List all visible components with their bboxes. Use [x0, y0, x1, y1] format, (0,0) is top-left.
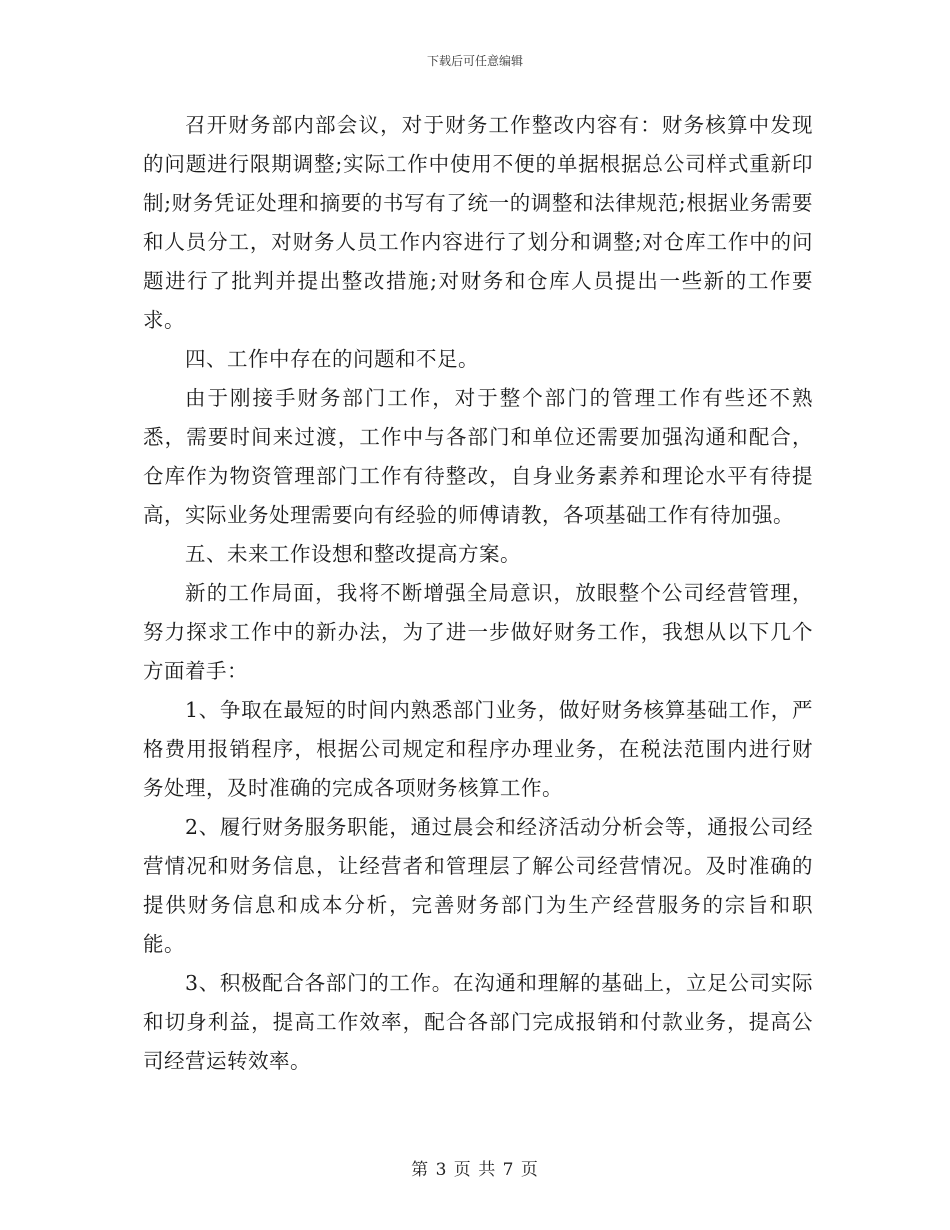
paragraph-meeting: 召开财务部内部会议，对于财务工作整改内容有：财务核算中发现的问题进行限期调整;实际工作中使用不便的单据根据总公司样式重新印制;财务凭证处理和摘要的书写有了统一的调整和法律规范;根据业务需要和人员分工，对财务人员工作内容进行了划分和调整;对仓库工作中的问题进行了批判并提出整改措施;对财务和仓库人员提出一些新的工作要求。	[143, 113, 813, 332]
section-heading-problems: 四、工作中存在的问题和不足。	[185, 347, 480, 371]
list-item-3: 3、积极配合各部门的工作。在沟通和理解的基础上，立足公司实际和切身利益，提高工作效率，配合各部门完成报销和付款业务，提高公司经营运转效率。	[143, 971, 813, 1073]
paragraph-problems: 由于刚接手财务部门工作，对于整个部门的管理工作有些还不熟悉，需要时间来过渡，工作中与各部门和单位还需要加强沟通和配合，仓库作为物资管理部门工作有待整改，自身业务素养和理论水平有待提高，实际业务处理需要向有经验的师傅请教，各项基础工作有待加强。	[143, 386, 813, 527]
list-item-1: 1、争取在最短的时间内熟悉部门业务，做好财务核算基础工作，严格费用报销程序，根据公司规定和程序办理业务，在税法范围内进行财务处理，及时准确的完成各项财务核算工作。	[143, 698, 813, 800]
page-number: 第 3 页 共 7 页	[411, 1160, 539, 1180]
paragraph-intro-plan: 新的工作局面，我将不断增强全局意识，放眼整个公司经营管理，努力探求工作中的新办法，为了进一步做好财务工作，我想从以下几个方面着手：	[143, 581, 813, 683]
document-body	[143, 106, 813, 1081]
page-header: 下载后可任意编辑	[426, 54, 523, 68]
list-item-2: 2、履行财务服务职能，通过晨会和经济活动分析会等，通报公司经营情况和财务信息，让经营者和管理层了解公司经营情况。及时准确的提供财务信息和成本分析，完善财务部门为生产经营服务的宗旨和职能。	[143, 815, 813, 956]
section-heading-future-plan: 五、未来工作设想和整改提高方案。	[185, 542, 522, 566]
